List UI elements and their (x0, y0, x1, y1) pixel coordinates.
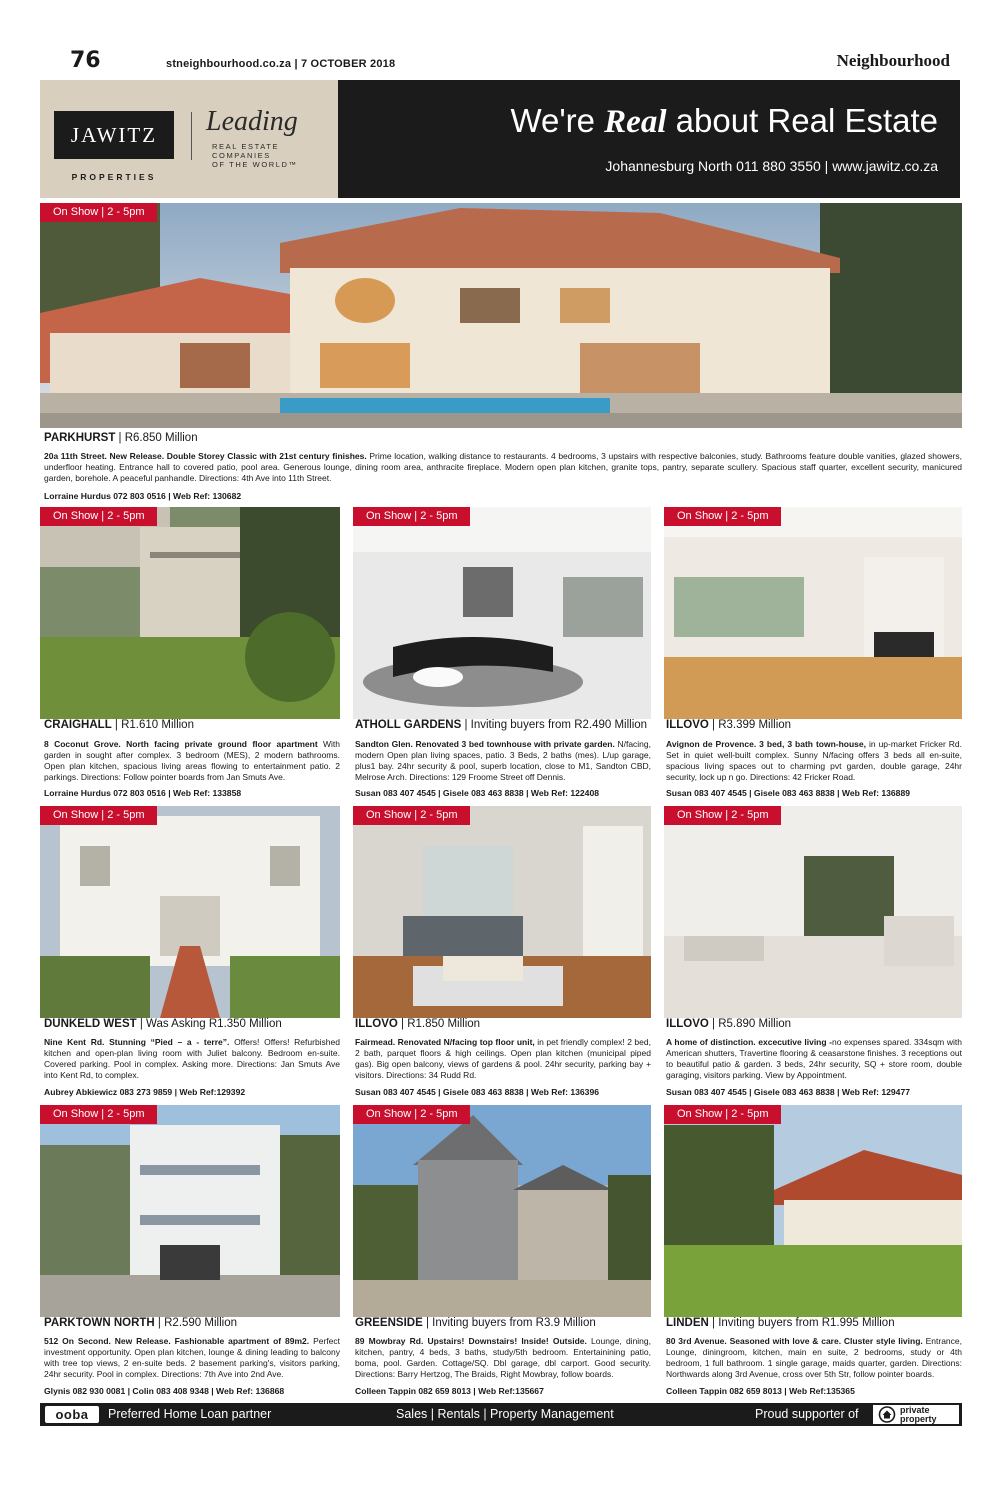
jawitz-logo: JAWITZ (54, 111, 174, 159)
onshow-badge: On Show | 2 - 5pm (40, 806, 157, 825)
listing-body: no expenses spared. 334sqm with American shutters, Travertine flooring & ceasarstone finishes. 3 receptions out to beautiful patio & garden. 3 beds, 24hr security, SQ + store room, double garaging, visitors parking. View by Appointment. (666, 1037, 962, 1080)
hero-title (44, 432, 198, 444)
listing-photo (664, 806, 962, 1018)
hero-suburb: PARKHURST (44, 432, 116, 444)
pp-line-2: property (900, 1413, 937, 1424)
listing-photo (353, 1105, 651, 1317)
listing-body: Offers! Offers! Refurbished kitchen and open-plan living room with Juliet balcony. Bedroom en-suite. Covered parking. Pool in complex. Asking more. Directions: Jan Smuts Ave into Kent Rd, to complex. (44, 1037, 340, 1080)
footer-partner: Preferred Home Loan partner (108, 1407, 272, 1421)
onshow-badge: On Show | 2 - 5pm (40, 507, 157, 526)
listing-price: | Inviting buyers from R1.995 Million (708, 1317, 895, 1329)
listing-suburb: DUNKELD WEST (44, 1018, 137, 1030)
listing-photo (40, 806, 340, 1018)
listing-photo (353, 507, 651, 719)
onshow-badge: On Show | 2 - 5pm (40, 1105, 157, 1124)
hero-description (44, 451, 962, 484)
slogan (510, 102, 938, 141)
listing-title (44, 1317, 237, 1329)
listing-price: | R1.610 Million (111, 719, 194, 731)
listing-agent: Glynis 082 930 0081 | Colin 083 408 9348 | Web Ref: 136868 (44, 1386, 285, 1396)
pp-line-1: private (900, 1405, 930, 1415)
listing-title (44, 1018, 282, 1030)
listing-photo (40, 1105, 340, 1317)
footer-services: Sales | Rentals | Property Management (396, 1407, 614, 1421)
listing-body: With garden in sought after complex. 3 bedroom (MES), 2 modern bathrooms. Open plan kitchen, spacious living areas flowing to entertainment patio. 2 parkings. Directions: Follow pointer boards from Jan Smuts Ave. (44, 739, 340, 782)
listing-suburb: ATHOLL GARDENS (355, 719, 462, 731)
hero-price: | R6.850 Million (115, 432, 198, 444)
listing-lead: Nine Kent Rd. Stunning “Pied – a - terre”. (44, 1037, 230, 1047)
listing-description (44, 1336, 340, 1380)
listing-lead: Fairmead. Renovated N/facing top floor unit, (355, 1037, 535, 1047)
listing-price: | R3.399 Million (708, 719, 792, 731)
listing-lead: 89 Mowbray Rd. Upstairs! Downstairs! Inside! Outside. (355, 1336, 587, 1346)
listing-body: Perfect investment opportunity. Open plan kitchen, lounge & dining leading to balcony with tree top views, 2 en-suite beds. 2 basement parking's, visitors parking, 24hr security. Pool in complex. Directions: 7th Ave into 2nd Ave. (44, 1336, 340, 1379)
listing-price: | R5.890 Million (708, 1018, 792, 1030)
listing-photo (664, 1105, 962, 1317)
listing-body: N/facing, modern Open plan living spaces, patio. 3 Beds, 2 baths (mes). L/up garage, plus1 bay. 24hr security & pool, superb location, close to M1, Sandton CBD, Melrose Arch. Directions: 129 Froome Street off Dennis. (355, 739, 651, 782)
listing-suburb: ILLOVO (355, 1018, 398, 1030)
hero-photo (40, 203, 962, 428)
onshow-badge: On Show | 2 - 5pm (353, 1105, 470, 1124)
listing-description (355, 1037, 651, 1081)
listing-price: | Inviting buyers from R3.9 Million (422, 1317, 596, 1329)
listing-body: Entrance, Lounge, diningroom, kitchen, main en suite, 2 bedrooms, study or 4th bedroom, 1 full bathroom. 1 single garage, maids quarter, garden. Directions: Northwards along 3rd Avenue, cross over 5th Str, follow pointer boards. (666, 1336, 962, 1379)
listing-photo (664, 507, 962, 719)
leading-sub-line-3: OF THE WORLD™ (212, 160, 298, 169)
site-date: stneighbourhood.co.za | 7 OCTOBER 2018 (166, 58, 396, 70)
listing-lead: 512 On Second. New Release. Fashionable apartment of 89m2. (44, 1336, 310, 1346)
house-icon (878, 1406, 896, 1423)
private-property-logo (873, 1405, 959, 1424)
listing-suburb: ILLOVO (666, 719, 709, 731)
listing-agent: Susan 083 407 4545 | Gisele 083 463 8838 | Web Ref: 136396 (355, 1087, 600, 1097)
hero-agent: Lorraine Hurdus 072 803 0516 | Web Ref: 130682 (44, 491, 242, 501)
slogan-pre: We're (510, 102, 605, 139)
listing-title (355, 719, 647, 731)
listing-photo (353, 806, 651, 1018)
leading-logo-sub (212, 142, 298, 169)
listing-description (666, 739, 962, 783)
listing-suburb: PARKTOWN NORTH (44, 1317, 155, 1329)
onshow-badge: On Show | 2 - 5pm (40, 203, 157, 222)
listing-agent: Lorraine Hurdus 072 803 0516 | Web Ref: 133858 (44, 788, 242, 798)
onshow-badge: On Show | 2 - 5pm (664, 507, 781, 526)
listing-agent: Susan 083 407 4545 | Gisele 083 463 8838 | Web Ref: 129477 (666, 1087, 911, 1097)
ooba-logo: ooba (45, 1406, 99, 1423)
listing-suburb: LINDEN (666, 1317, 709, 1329)
listing-agent: Susan 083 407 4545 | Gisele 083 463 8838 | Web Ref: 136889 (666, 788, 911, 798)
listing-body: Lounge, dining, kitchen, pantry, 4 beds, 3 baths, study/5th bedroom. Entertainining patio, boma, pool. Garden. Cottage/SQ. Dbl garage, dbl carport. Good security. Directions: Barry Hertzog, The Braids, Right Mowbray, follow boards. (355, 1336, 651, 1379)
listing-description (44, 1037, 340, 1081)
onshow-badge: On Show | 2 - 5pm (353, 806, 470, 825)
listing-suburb: GREENSIDE (355, 1317, 423, 1329)
listing-description (44, 739, 340, 783)
listing-suburb: CRAIGHALL (44, 719, 112, 731)
listing-description (666, 1336, 962, 1380)
listing-description (355, 1336, 651, 1380)
listing-price: | Inviting buyers from R2.490 Million (461, 719, 648, 731)
slogan-post: about Real Estate (666, 102, 938, 139)
listing-title (355, 1018, 480, 1030)
listing-price: | R2.590 Million (154, 1317, 237, 1329)
page-number: 76 (70, 48, 101, 73)
listing-description (666, 1037, 962, 1081)
contact-line: Johannesburg North 011 880 3550 | www.jawitz.co.za (605, 158, 938, 174)
listing-lead: 8 Coconut Grove. North facing private ground floor apartment (44, 739, 318, 749)
listing-price: | Was Asking R1.350 Million (136, 1018, 282, 1030)
listing-agent: Aubrey Abkiewicz 083 273 9859 | Web Ref:129392 (44, 1087, 246, 1097)
listing-lead: A home of distinction. excecutive living - (666, 1037, 832, 1047)
section-title: Neighbourhood (836, 51, 950, 70)
listing-body: in pet friendly complex! 2 bed, 2 bath, parquet floors & high ceilings. Open plan kitchen (municipal piped gas). Big open balcony, views of gardens & pool. 24hr security, parking bay + visitors. Directions: 34 Rudd Rd. (355, 1037, 651, 1080)
onshow-badge: On Show | 2 - 5pm (353, 507, 470, 526)
listing-body: in up-market Fricker Rd. Set in quiet well-built complex. Sunny N/facing offers 3 beds all en-suite, spacious living spaces out to charming pvt garden, double garage, 24hr security, lock up n go. Directions: 42 Fricker Road. (666, 739, 962, 782)
listing-title (44, 719, 194, 731)
footer-supporter: Proud supporter of (755, 1407, 859, 1421)
listing-price: | R1.850 Million (397, 1018, 481, 1030)
hero-lead: 20a 11th Street. New Release. Double Storey Classic with 21st century finishes. (44, 451, 367, 461)
listing-title (666, 1317, 895, 1329)
logo-divider (191, 112, 192, 160)
listing-lead: 80 3rd Avenue. Seasoned with love & care. Cluster style living. (666, 1336, 923, 1346)
listing-title (355, 1317, 596, 1329)
footer-bar (40, 1403, 962, 1426)
listing-photo (40, 507, 340, 719)
private-property-text (900, 1406, 937, 1423)
listing-lead: Sandton Glen. Renovated 3 bed townhouse with private garden. (355, 739, 615, 749)
jawitz-logo-sub: PROPERTIES (71, 172, 157, 182)
onshow-badge: On Show | 2 - 5pm (664, 1105, 781, 1124)
leading-sub-line-2: COMPANIES (212, 151, 271, 160)
leading-sub-line-1: REAL ESTATE (212, 142, 280, 151)
hero-body: Prime location, walking distance to restaurants. 4 bedrooms, 3 upstairs with respective balconies, study. Bathrooms feature double vanities, glazed showers, underfloor heating. Entrance hall to covered patio, pool area. Generous lounge, dining room area, anthracite fireplace. Modern open plan kitchen, granite tops, pantry, separate scullery. Spacious staff quarter, excellent security, manicured garden, borehole. A peaceful panhandle. Directions: 4th Ave into 11th Street. (44, 451, 963, 483)
slogan-bold: Real (604, 104, 667, 140)
listing-agent: Colleen Tappin 082 659 8013 | Web Ref:135667 (355, 1386, 544, 1396)
listing-suburb: ILLOVO (666, 1018, 709, 1030)
slogan-banner (338, 80, 960, 198)
listing-agent: Susan 083 407 4545 | Gisele 083 463 8838 | Web Ref: 122408 (355, 788, 600, 798)
onshow-badge: On Show | 2 - 5pm (664, 806, 781, 825)
listing-lead: Avignon de Provence. 3 bed, 3 bath town-house, (666, 739, 866, 749)
listing-title (666, 719, 791, 731)
listing-title (666, 1018, 791, 1030)
leading-logo: Leading (206, 106, 298, 137)
listing-agent: Colleen Tappin 082 659 8013 | Web Ref:135365 (666, 1386, 855, 1396)
listing-description (355, 739, 651, 783)
